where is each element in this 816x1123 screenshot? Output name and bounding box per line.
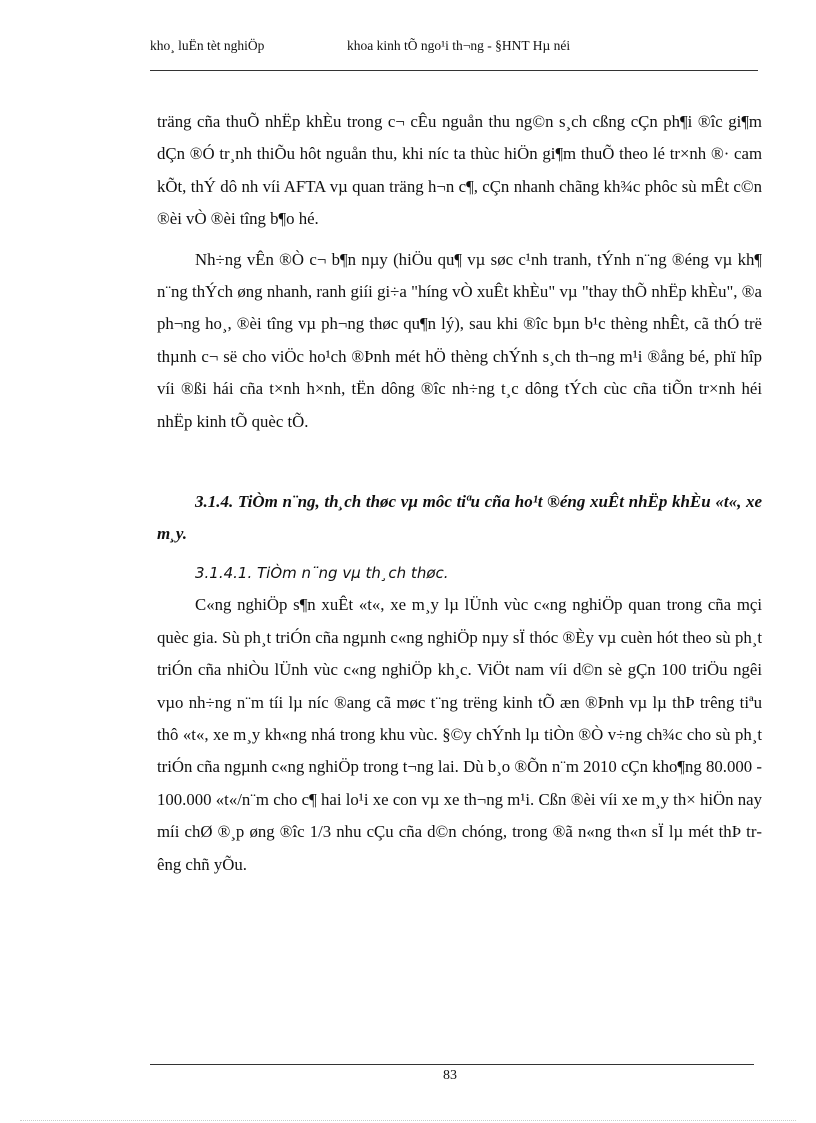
header-thesis-label: kho¸ luËn tèt nghiÖp: [150, 38, 265, 53]
footer-rule: [150, 1064, 754, 1065]
header-faculty-label: khoa kinh tÕ ngo¹i th¬ng - §HNT Hµ néi: [347, 38, 571, 53]
document-body: [157, 106, 762, 881]
paragraph-3: C«ng nghiÖp s¶n xuÊt «t«, xe m¸y lµ lÜnh vùc c«ng nghiÖp quan trong cña mçi quèc gia. Sù ph¸t triÓn cña ngµnh c«ng nghiÖp nµy sÏ thóc ®Èy vµ cuèn hót theo sù ph¸t triÓn cña nhiÒu lÜnh vùc c«ng nghiÖp kh¸c. ViÖt nam víi d©n sè gÇn 100 triÖu ngêi vµo nh÷ng n¨m tíi lµ níc ®ang cã møc t¨ng trëng kinh tÕ æn ®Þnh vµ lµ thÞ trêng tiªu thô «t«, xe m¸y kh«ng nhá trong khu vùc. §©y chÝnh lµ tiÒn ®Ò v÷ng ch¾c cho sù ph¸t triÓn cña ngµnh c«ng nghiÖp trong t¬ng lai. Dù b¸o ®Õn n¨m 2010 cÇn kho¶ng 80.000 - 100.000 «t«/n¨m cho c¶ hai lo¹i xe con vµ xe th¬ng m¹i. Cßn ®èi víi xe m¸y th× hiÖn nay míi chØ ®¸p øng ®îc 1/3 nhu cÇu cña d©n chóng, trong ®ã n«ng th«n sÏ lµ mét thÞ trêng chñ yÕu.: [157, 595, 762, 874]
paragraph-1: träng cña thuÕ nhËp khÈu trong c¬ cÊu nguån thu ng©n s¸ch cßng cÇn ph¶i ®îc gi¶m dÇn ®Ó tr¸nh thiÕu hôt nguån thu, khi níc ta thùc hiÖn gi¶m thuÕ theo lé tr×nh ®· cam kÕt, thÝ dô nh víi AFTA vµ quan träng h¬n c¶, cÇn nhanh chãng kh¾c phôc sù mÊt c©n ®èi vÒ ®èi tîng b¶o hé.: [157, 112, 762, 229]
page-number: 83: [443, 1068, 457, 1083]
paragraph-2: Nh÷ng vÊn ®Ò c¬ b¶n nµy (hiÖu qu¶ vµ søc c¹nh tranh, tÝnh n¨ng ®éng vµ kh¶ n¨ng thÝch øng nhanh, ranh giíi gi÷a "híng vÒ xuÊt khÈu" vµ "thay thÕ nhËp khÈu", ®a ph¬ng ho¸, ®èi tîng vµ ph¬ng thøc qu¶n lý), sau khi ®îc bµn b¹c thèng nhÊt, cã thÓ trë thµnh c¬ së cho viÖc ho¹ch ®Þnh mét hÖ thèng chÝnh s¸ch th¬ng m¹i ®ång bé, phï hîp víi ®ßi hái cña t×nh h×nh, tËn dông ®îc nh÷ng t¸c dông tÝch cùc cña tiÕn tr×nh héi nhËp kinh tÕ quèc tÕ.: [157, 249, 762, 431]
section-heading: 3.1.4. TiÒm n¨ng, th¸ch thøc vµ môc tiªu cña ho¹t ®éng xuÊt nhËp khÈu «t«, xe m¸y.: [157, 492, 762, 544]
subsection-heading: 3.1.4.1. TiÒm n¨ng vµ th¸ch thøc.: [195, 563, 449, 582]
page-edge-divider: [20, 1120, 796, 1121]
header-rule: [150, 70, 758, 71]
